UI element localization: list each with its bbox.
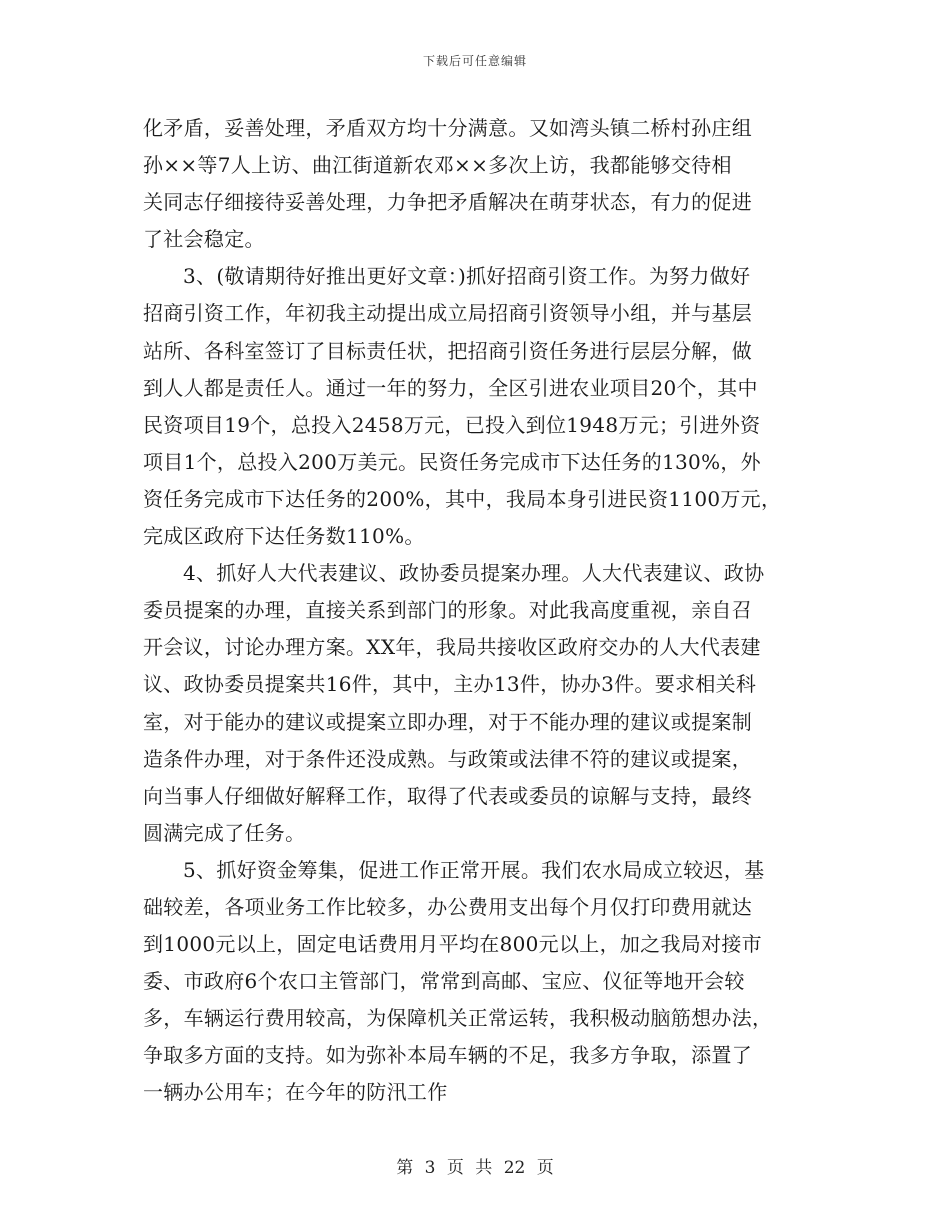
text-line: 了社会稳定。 — [143, 227, 265, 252]
text-line: 项目1个，总投入200万美元。民资任务完成市下达任务的130%，外 — [143, 449, 761, 474]
text-line: 关同志仔细接待妥善处理，力争把矛盾解决在萌芽状态，有力的促进 — [143, 190, 752, 215]
text-line: 民资项目19个，总投入2458万元，已投入到位1948万元；引进外资 — [143, 412, 761, 437]
text-line: 多，车辆运行费用较高，为保障机关正常运转，我积极动脑筋想办法， — [143, 1006, 773, 1031]
text-line: 室，对于能办的建议或提案立即办理，对于不能办理的建议或提案制 — [143, 709, 752, 734]
text-line: 争取多方面的支持。如为弥补本局车辆的不足，我多方争取，添置了 — [143, 1043, 752, 1068]
text-line: 站所、各科室签订了目标责任状，把招商引资任务进行层层分解，做 — [143, 338, 752, 363]
document-body — [143, 110, 808, 1112]
text-line: 资任务完成市下达任务的200%，其中，我局本身引进民资1100万元， — [143, 486, 782, 511]
text-line: 招商引资工作，年初我主动提出成立局招商引资领导小组，并与基层 — [143, 301, 752, 326]
paragraph-first-line: 3、(敬请期待好推出更好文章：)抓好招商引资工作。为努力做好 — [183, 264, 751, 289]
text-line: 圆满完成了任务。 — [143, 820, 306, 845]
text-line: 委员提案的办理，直接关系到部门的形象。对此我高度重视，亲自召 — [143, 598, 752, 623]
text-line: 议、政协委员提案共16件，其中，主办13件，协办3件。要求相关科 — [143, 672, 757, 697]
paragraph-first-line: 5、抓好资金筹集，促进工作正常开展。我们农水局成立较迟，基 — [183, 857, 765, 882]
text-line: 础较差，各项业务工作比较多，办公费用支出每个月仅打印费用就达 — [143, 894, 752, 919]
text-line: 开会议，讨论办理方案。XX年，我局共接收区政府交办的人大代表建 — [143, 635, 761, 660]
text-line: 化矛盾，妥善处理，矛盾双方均十分满意。又如湾头镇二桥村孙庄组 — [143, 116, 752, 140]
text-line: 一辆办公用车；在今年的防汛工作 — [143, 1080, 448, 1105]
paragraph-first-line: 4、抓好人大代表建议、政协委员提案办理。人大代表建议、政协 — [183, 561, 765, 586]
text-line: 委、市政府6个农口主管部门，常常到高邮、宝应、仪征等地开会较 — [143, 969, 745, 994]
page-number-footer: 第 3 页 共 22 页 — [396, 1158, 554, 1178]
text-line: 完成区政府下达任务数110%。 — [143, 524, 425, 549]
text-line: 孙××等7人上访、曲江街道新农邓××多次上访，我都能够交待相 — [143, 153, 732, 178]
page-header: 下载后可任意编辑 — [422, 54, 527, 68]
text-line: 到1000元以上，固定电话费用月平均在800元以上，加之我局对接市 — [143, 932, 762, 957]
text-line: 造条件办理，对于条件还没成熟。与政策或法律不符的建议或提案， — [143, 746, 752, 771]
text-line: 向当事人仔细做好解释工作，取得了代表或委员的谅解与支持，最终 — [143, 783, 752, 808]
text-line: 到人人都是责任人。通过一年的努力，全区引进农业项目20个，其中 — [143, 375, 758, 400]
